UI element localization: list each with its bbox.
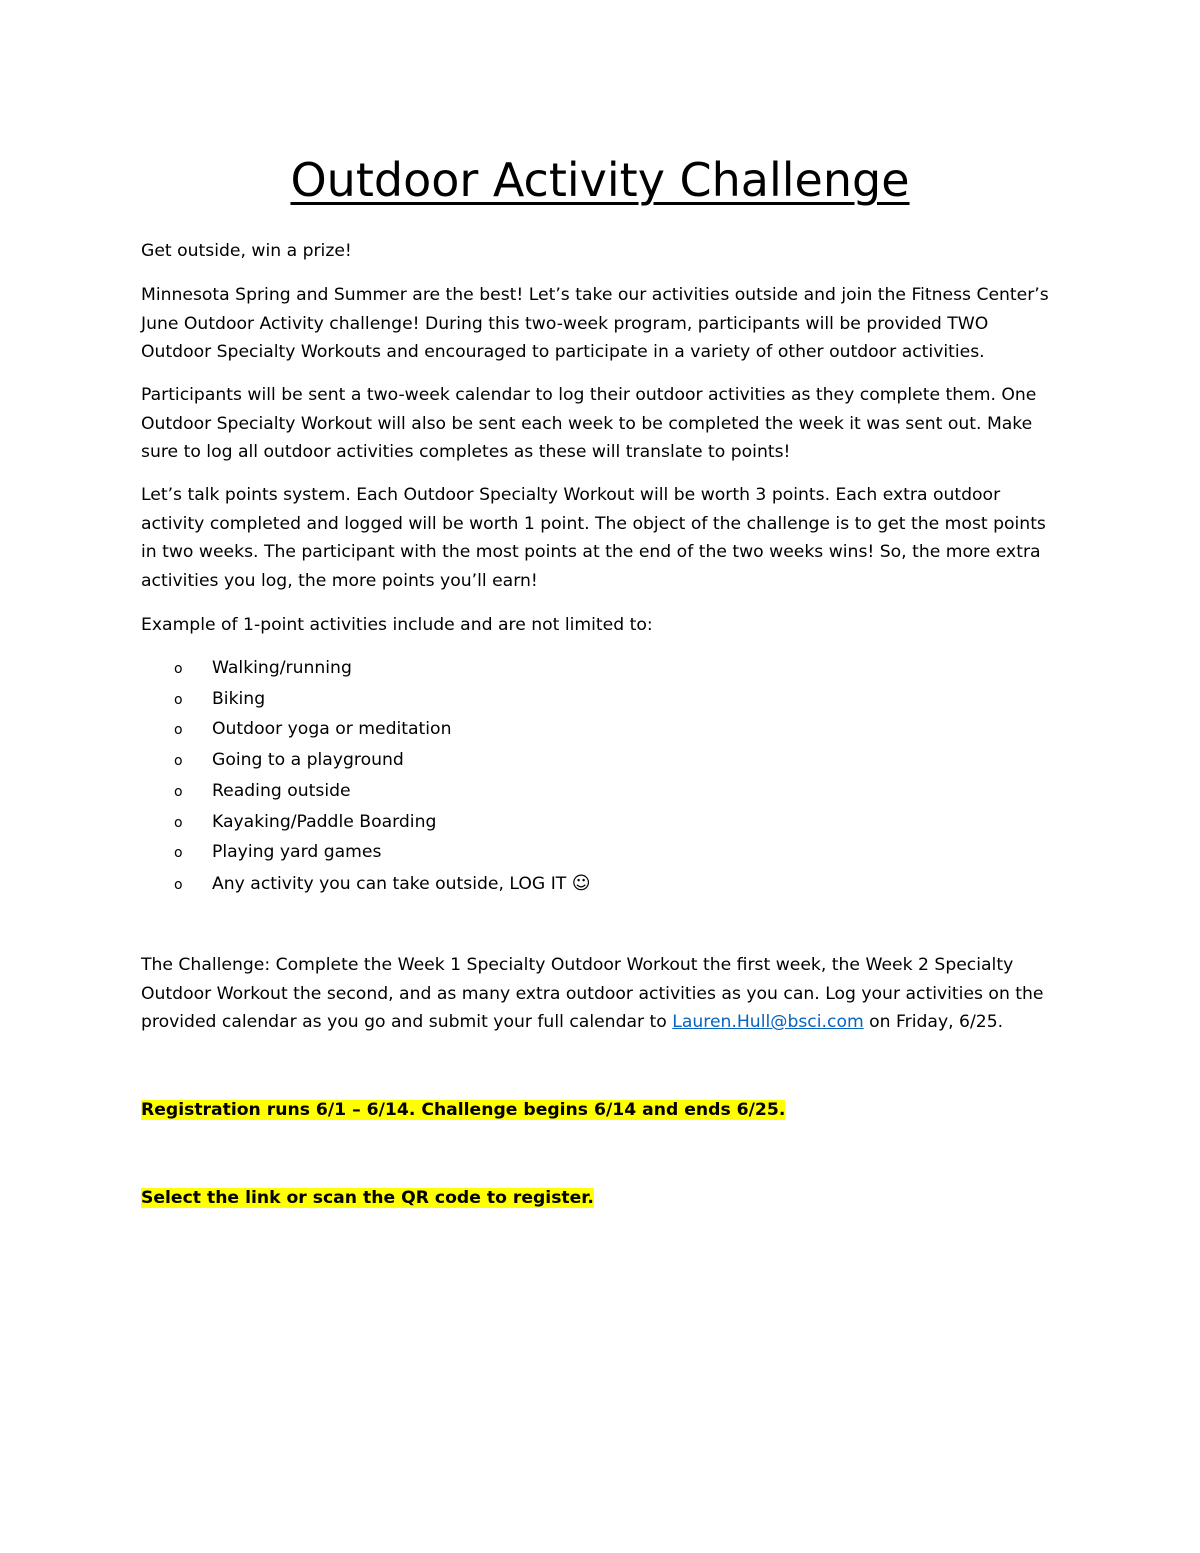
tagline-text: Get outside, win a prize! <box>141 241 352 261</box>
calendar-paragraph <box>141 381 1061 467</box>
list-item-text: Any activity you can take outside, LOG IT <box>212 873 567 894</box>
list-item-text: Going to a playground <box>212 750 404 771</box>
example-intro-paragraph <box>141 611 1061 640</box>
register-instructions-highlight <box>141 1186 594 1210</box>
registration-text: Registration runs 6/1 – 6/14. Challenge begins 6/14 and ends 6/25. <box>141 1100 786 1120</box>
bullet-icon: o <box>174 753 183 770</box>
smiley-icon: ☺ <box>571 872 591 894</box>
challenge-text <box>141 951 1061 1037</box>
bullet-icon: o <box>174 783 183 800</box>
list-item <box>174 777 591 808</box>
list-item <box>174 654 591 685</box>
list-item-text: Outdoor yoga or meditation <box>212 719 452 740</box>
bullet-icon: o <box>174 876 183 893</box>
list-item <box>174 869 591 901</box>
bullet-icon: o <box>174 814 183 831</box>
list-item <box>174 746 591 777</box>
intro-text: Minnesota Spring and Summer are the best! Let’s take our activities outside and join the Fitness Center’s June Outdoor Activity challenge! During this two-week program, participants will be provided TWO Outdoor Specialty Workouts and encouraged to participate in a variety of other outdoor activities. <box>141 285 1049 362</box>
bullet-icon: o <box>174 691 183 708</box>
registration-highlight <box>141 1098 785 1122</box>
list-item-text: Walking/running <box>212 658 352 678</box>
activity-list <box>174 654 591 901</box>
list-item <box>174 838 591 869</box>
challenge-paragraph <box>141 951 1061 1037</box>
challenge-text-before: The Challenge: Complete the Week 1 Specialty Outdoor Workout the first week, the Week 2 Specialty Outdoor Workout the second, and as many extra outdoor activities as you can. Log your activities on the provided calendar as you go and submit your full calendar to <box>141 955 1044 1032</box>
bullet-icon: o <box>174 845 183 862</box>
points-text: Let’s talk points system. Each Outdoor Specialty Workout will be worth 3 points. Each extra outdoor activity completed and logged will be worth 1 point. The object of the challenge is to get the most points in two weeks. The participant with the most points at the end of the two weeks wins! So, the more extra activities you log, the more points you’ll earn! <box>141 485 1046 591</box>
bullet-icon: o <box>174 722 183 739</box>
points-paragraph <box>141 481 1061 595</box>
register-instructions-text: Select the link or scan the QR code to register. <box>141 1188 594 1208</box>
list-item-text: Reading outside <box>212 780 351 801</box>
list-item-text: Playing yard games <box>212 842 382 863</box>
list-item-text: Biking <box>212 688 266 709</box>
bullet-icon: o <box>174 661 183 677</box>
calendar-text: Participants will be sent a two-week calendar to log their outdoor activities as they complete them. One Outdoor Specialty Workout will also be sent each week to be completed the week it was sent out. Make sure to log all outdoor activities completes as these will translate to points! <box>141 385 1037 462</box>
list-item <box>174 808 591 839</box>
intro-paragraph <box>141 281 1061 367</box>
challenge-text-after: on Friday, 6/25. <box>863 1012 1004 1032</box>
list-item-text: Kayaking/Paddle Boarding <box>212 811 437 832</box>
page-title: Outdoor Activity Challenge <box>290 153 910 207</box>
list-item <box>174 715 591 746</box>
example-intro-text: Example of 1-point activities include and are not limited to: <box>141 615 653 635</box>
email-link[interactable]: Lauren.Hull@bsci.com <box>672 1012 864 1032</box>
list-item <box>174 685 591 716</box>
tagline-paragraph <box>141 237 1061 266</box>
